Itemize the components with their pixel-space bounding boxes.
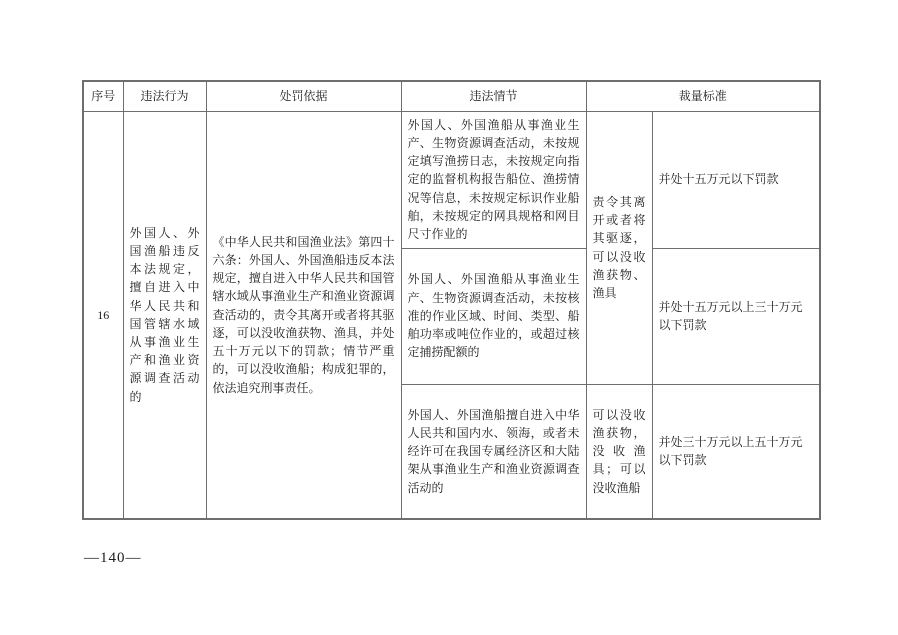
header-discretion-standard: 裁量标准 [586,81,820,111]
cell-measure-1: 责令其离开或者将其驱逐，可以没收渔获物、渔具 [586,111,652,384]
table-header-row [83,81,820,111]
cell-measure-3: 可以没收渔获物，没收渔具；可以没收渔船 [586,384,652,519]
cell-fine-1: 并处十五万元以下罚款 [652,111,820,248]
cell-fine-3: 并处三十万元以上五十万元以下罚款 [652,384,820,519]
cell-circumstance-2: 外国人、外国渔船从事渔业生产、生物资源调查活动，未按核准的作业区域、时间、类型、船舶功率或吨位作业的，或超过核定捕捞配额的 [401,248,586,384]
cell-fine-2: 并处十五万元以上三十万元以下罚款 [652,248,820,384]
penalty-discretion-table [82,80,821,520]
cell-punishment-basis: 《中华人民共和国渔业法》第四十六条：外国人、外国渔船违反本法规定，擅自进入中华人民共和国管辖水域从事渔业生产和渔业资源调查活动的，责令其离开或者将其驱逐，可以没收渔获物、渔具，并处五十万元以下的罚款；情节严重的，可以没收渔船；构成犯罪的，依法追究刑事责任。 [206,111,401,519]
header-serial-number: 序号 [83,81,123,111]
table-row [83,111,820,248]
header-violation-circumstance: 违法情节 [401,81,586,111]
header-punishment-basis: 处罚依据 [206,81,401,111]
cell-serial-number: 16 [83,111,123,519]
header-illegal-behavior: 违法行为 [123,81,206,111]
cell-circumstance-1: 外国人、外国渔船从事渔业生产、生物资源调查活动，未按规定填写渔捞日志，未按规定向指定的监督机构报告船位、渔捞情况等信息，未按规定标识作业船舶，未按规定的网具规格和网目尺寸作业的 [401,111,586,248]
cell-circumstance-3: 外国人、外国渔船擅自进入中华人民共和国内水、领海，或者未经许可在我国专属经济区和大陆架从事渔业生产和渔业资源调查活动的 [401,384,586,519]
cell-illegal-behavior: 外国人、外国渔船违反本法规定，擅自进入中华人民共和国管辖水域从事渔业生产和渔业资源调查活动的 [123,111,206,519]
page-number: —140— [84,550,142,566]
